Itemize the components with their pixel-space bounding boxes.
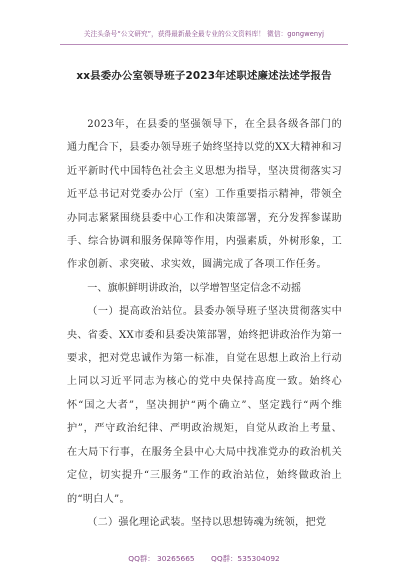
footer-qq-group-2: QQ群：535304092 (211, 554, 280, 563)
document-body (67, 113, 342, 534)
paragraph-theory-arming: （二）强化理论武装。坚持以思想铸魂为统领，把党 (87, 516, 327, 528)
paragraph-intro: 2023年，在县委的坚强领导下，在全县各级各部门的通力配合下，县委办领导班子始终坚持以党的XX大精神和习近平新时代中国特色社会主义思想为指导，坚决贯彻落实习近平总书记对党委办公厅（室）工作重要指示精神，带领全办同志紧紧围绕县委中心工作和决策部署，充分发挥参谋助手、综合协调和服务保障等作用，内强素质，外树形象，工作求创新、求突破、求实效，圆满完成了各项工作任务。 (67, 119, 342, 271)
footer-qq-group-1: QQ群： 30265665 (128, 554, 195, 563)
section-heading-1: 一、旗帜鲜明讲政治，以学增智坚定信念不动摇 (87, 282, 302, 294)
paragraph-political-stance: （一）提高政治站位。县委办领导班子坚决贯彻落实中央、省委、XX市委和县委决策部署，始终把讲政治作为第一要求，把对党忠诚作为第一标准，自觉在思想上政治上行动上同以习近平同志为核心的党中央保持高度一致。始终心怀“国之大者”，坚决拥护“两个确立”、坚定践行“两个维护”，严守政治纪律、严明政治规矩，自觉从政治上考量、在大局下行事，在服务全县中心大局中找准党办的政治机关定位，切实提升“三服务”工作的政治站位，始终做政治上的“明白人”。 (67, 306, 342, 505)
banner-divider (60, 44, 348, 45)
promo-banner: 关注头条号“公文研究”，获得最新最全最专业的公文资料库！ 微信：gongwenyj (83, 30, 325, 38)
footer-contacts (0, 553, 408, 564)
document-title: xx县委办公室领导班子2023年述职述廉述法述学报告 (76, 70, 332, 82)
